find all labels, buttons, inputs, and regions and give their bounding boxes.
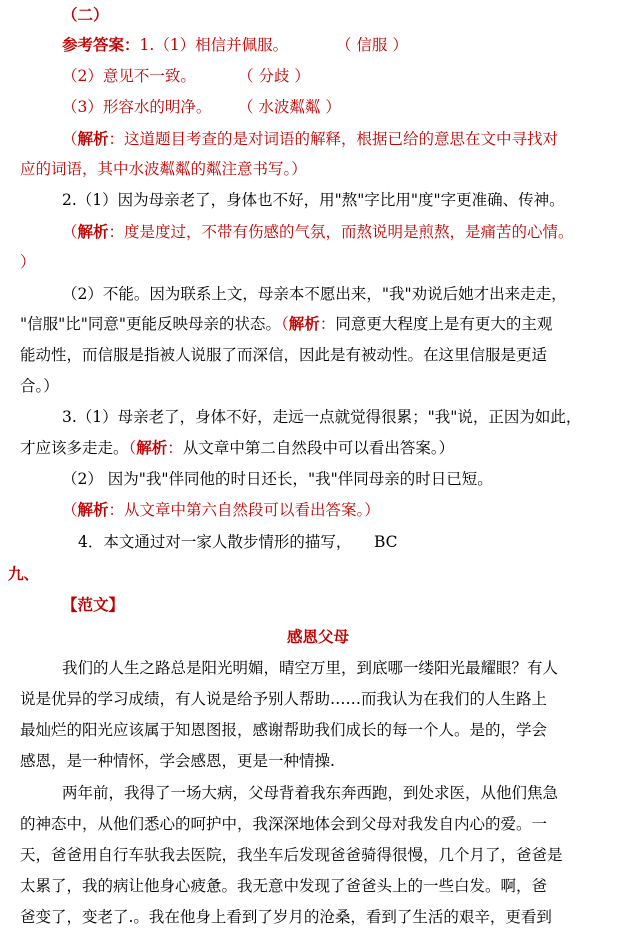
question-2-2-line-4: 合。）	[20, 377, 59, 395]
essay-line: 的神态中，从他们悉心的呵护中，我深深地体会到父母对我发自内心的爱。一	[20, 815, 548, 833]
section-number: 九、	[8, 564, 40, 583]
essay-line: 天，爸爸用自行车驮我去医院，我坐车后发现爸爸骑得很慢，几个月了，爸爸是	[20, 846, 563, 864]
question-3-1-line-2: 才应该多走走。（解析：从文章中第二自然段中可以看出答案。）	[20, 438, 455, 457]
analysis-2-line-2: ）	[20, 253, 36, 271]
ref-answer-label: 参考答案	[62, 35, 125, 54]
analysis-label: 解析	[136, 438, 168, 457]
answer-1-3: （ 水波粼粼 ）	[238, 98, 341, 116]
analysis-1-line-1: （解析：这道题目考查的是对词语的解释，根据已给的意思在文中寻找对	[62, 129, 559, 148]
question-1-3: （3）形容水的明净。	[62, 98, 212, 116]
essay-line: 两年前，我得了一场大病，父母背着我东奔西跑，到处求医，从他们焦急	[62, 784, 559, 802]
analysis-2-line-1: （解析：度是度过，不带有伤感的气氛，而熬说明是煎熬，是痛苦的心情。	[62, 222, 574, 241]
essay-line: 说是优异的学习成绩，有人说是给予别人帮助……而我认为在我们的人生路上	[20, 690, 548, 708]
analysis-label: 解析	[77, 500, 109, 519]
analysis-label: 解析	[77, 222, 109, 241]
essay-line: 感恩，是一种情怀，学会感恩，更是一种情操.	[20, 752, 335, 770]
analysis-label: 解析	[77, 129, 109, 148]
answer-line-1-1	[62, 34, 288, 56]
question-2-2-line-3: 能动性，而信服是指被人说服了而深信，因此是有被动性。在这里信服是更适	[20, 346, 548, 364]
answer-4: BC	[374, 533, 398, 551]
question-4: 4．本文通过对一家人散步情形的描写，	[78, 533, 352, 551]
question-2-2-line-2: "信服"比"同意"更能反映母亲的状态。（解析：同意更大程度上是有更大的主观	[20, 314, 553, 333]
essay-line: 爸变了，变老了.。我在他身上看到了岁月的沧桑，看到了生活的艰辛，更看到	[20, 908, 552, 926]
essay-label: 【范文】	[62, 595, 125, 614]
question-2-2-line-1: （2）不能。因为联系上文，母亲本不愿出来，"我"劝说后她才出来走走，	[62, 285, 567, 303]
question-3-1-line-1: 3.（1）母亲老了，身体不好，走远一点就觉得很累；"我"说，正因为如此，	[62, 408, 582, 426]
essay-line: 最灿烂的阳光应该属于知恩图报，感谢帮助我们成长的每一个人。是的，学会	[20, 721, 548, 739]
analysis-label: 解析	[288, 314, 320, 333]
ref-answer-colon: ：	[124, 35, 140, 54]
essay-line: 太累了，我的病让他身心疲惫。我无意中发现了爸爸头上的一些白发。啊，爸	[20, 877, 548, 895]
answer-1-2: （ 分歧 ）	[238, 67, 310, 85]
question-1-1: 1.（1）相信并佩服。	[139, 36, 289, 54]
analysis-5: （解析：从文章中第六自然段可以看出答案。）	[62, 500, 380, 519]
question-3-2: （2） 因为"我"伴同他的时日还长，"我"伴同母亲的时日已短。	[62, 470, 493, 488]
analysis-1-line-2: 应的词语，其中水波粼粼的粼注意书写。）	[20, 160, 307, 178]
question-1-2: （2）意见不一致。	[62, 67, 196, 85]
answer-1-1: （ 信服 ）	[336, 36, 408, 54]
section-heading: （二）	[62, 5, 109, 24]
essay-line: 我们的人生之路总是阳光明媚，晴空万里，到底哪一缕阳光最耀眼？有人	[62, 659, 559, 677]
essay-title: 感恩父母	[287, 627, 350, 646]
question-2-1: 2.（1）因为母亲老了，身体也不好，用"熬"字比用"度"字更准确、传神。	[62, 191, 565, 209]
